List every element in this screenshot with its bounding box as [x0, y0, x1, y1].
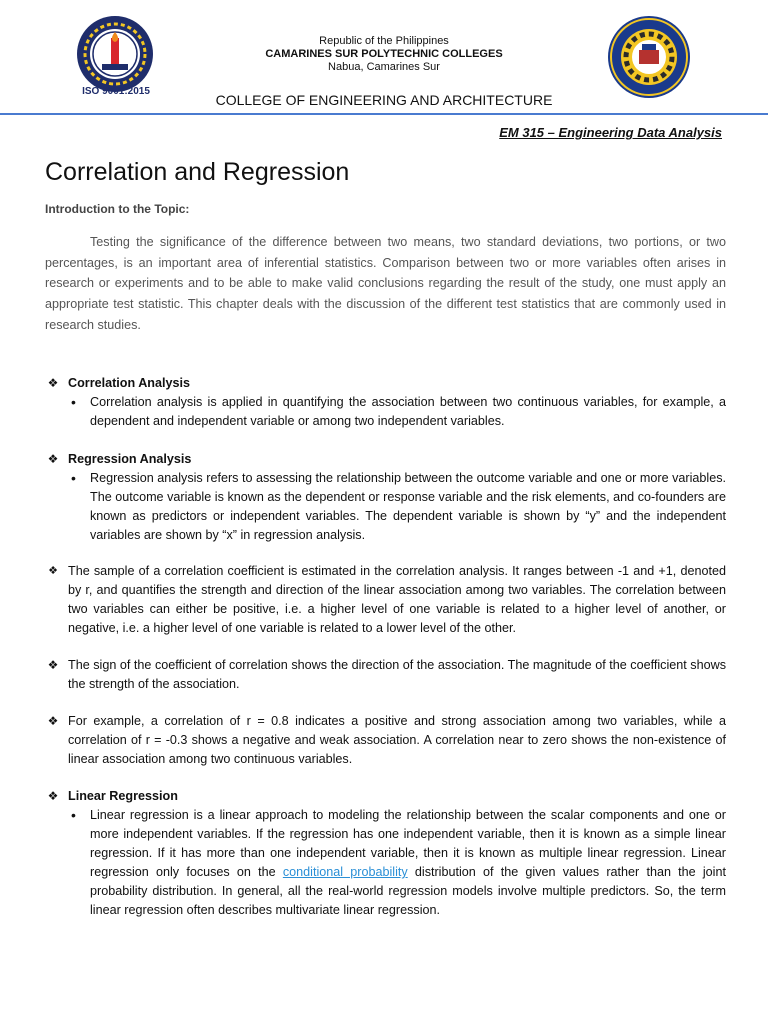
correlation-heading: Correlation Analysis [68, 376, 191, 390]
sample-paragraph: The sample of a correlation coefficient is estimated in the correlation analysis. It ranges between -1 and +1, denoted by r, and quantifies the strength and direction of the linear association among two variables. The correlation between two variables can either be positive, i.e. a higher level of one variable is related to a higher level of another, or negative, i.e. a higher level of one variable is related to a lower level of the other. [68, 564, 726, 635]
linear-regression-heading: Linear Regression [68, 789, 178, 803]
header-divider [0, 113, 768, 115]
header-location: Nabua, Camarines Sur [328, 61, 440, 73]
iso-certification-label: ISO 9001:2015 [82, 86, 150, 97]
header-institution: CAMARINES SUR POLYTECHNIC COLLEGES [265, 48, 503, 60]
sample-section [45, 562, 726, 638]
diamond-outline-bullet-icon: ❖ [48, 565, 58, 577]
bullet-icon: • [71, 470, 76, 486]
bullet-icon: • [71, 807, 76, 823]
header-republic: Republic of the Philippines [319, 35, 449, 47]
course-code: EM 315 – Engineering Data Analysis [499, 125, 722, 140]
sign-paragraph: The sign of the coefficient of correlation shows the direction of the association. The magnitude of the coefficient shows the strength of the association. [68, 658, 726, 691]
sign-section [45, 656, 726, 694]
diamond-bullet-icon: ❖ [47, 714, 59, 728]
example-section [45, 712, 726, 769]
diamond-bullet-icon: ❖ [47, 658, 59, 672]
diamond-bullet-icon: ❖ [47, 376, 59, 390]
linear-text-before: Linear regression is a linear approach to modeling the relationship between the scalar components and one or more independent variables. If the regression has one independent variable, then it is known as a simple linear regression. If it has more than one independent variable, then it is known as multiple linear regression. Linear regression only focuses on the [90, 808, 726, 879]
conditional-probability-link[interactable]: conditional probability [282, 865, 408, 879]
diamond-bullet-icon: ❖ [47, 452, 59, 466]
page-title: Correlation and Regression [45, 158, 350, 186]
regression-section [45, 450, 726, 545]
example-paragraph: For example, a correlation of r = 0.8 indicates a positive and strong association among two variables, while a correlation of r = -0.3 shows a negative and weak association. A correlation near to zero shows the non-existence of linear association among two continuous variables. [68, 714, 726, 766]
intro-paragraph: Testing the significance of the difference between two means, two standard deviations, two portions, or two percentages, is an important area of inferential statistics. Comparison between two or more variables often arises in research or experiments and to be able to make valid conclusions regarding the result of the study, one must apply an appropriate test statistic. This chapter deals with the discussion of the different test statistics that are commonly used in research studies. [45, 235, 726, 332]
linear-text-after: distribution of the given values rather than the joint probability distribution. In general, all the real-world regression models involve multiple predictors. So, the term linear regression often describes multivariate linear regression. [90, 865, 726, 917]
correlation-section [45, 374, 726, 431]
regression-bullet: Regression analysis refers to assessing the relationship between the outcome variable and one or more variables. The outcome variable is known as the dependent or response variable and the risk elements, and co-founders are known as predictors or independent variables. The dependent variable is shown by “y” and the independent variables are shown by “x” in regression analysis. [90, 471, 726, 542]
engineering-seal-logo [606, 14, 692, 100]
diamond-bullet-icon: ❖ [47, 789, 59, 803]
correlation-bullet: Correlation analysis is applied in quantifying the association between two continuous variables, for example, a dependent and independent variable or among two independent variables. [90, 395, 726, 428]
bullet-icon: • [71, 394, 76, 410]
intro-label: Introduction to the Topic: [45, 202, 190, 216]
regression-heading: Regression Analysis [68, 452, 192, 466]
header-college: COLLEGE OF ENGINEERING AND ARCHITECTURE [215, 92, 553, 108]
linear-regression-section [45, 787, 726, 920]
